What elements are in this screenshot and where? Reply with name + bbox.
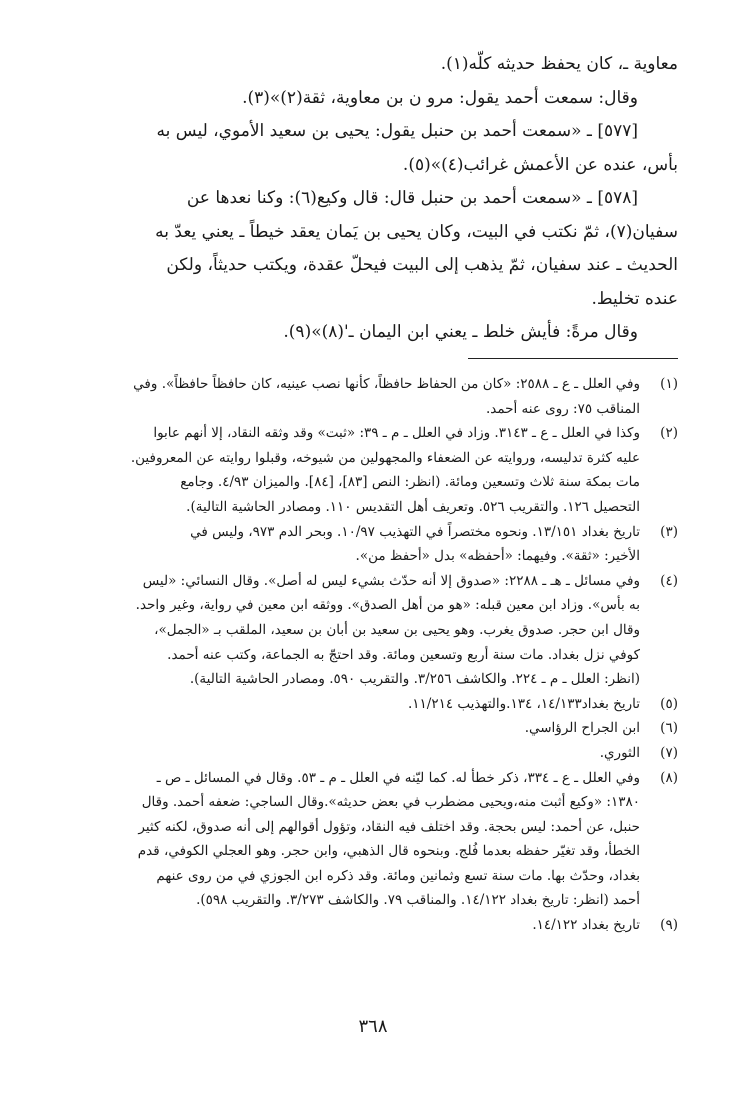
footnote (68, 692, 678, 717)
footnote (68, 569, 678, 692)
main-line: سفيان(٧)، ثمّ نكتب في البيت، وكان يحيى بن يَمان يعقد خيطاً ـ يعني يعدّ به (155, 221, 678, 242)
footnote-line: بغداد، وحدّث بها. مات سنة تسع وثمانين ومائة. وقد ذكره ابن الجوزي في من روى عنهم (156, 867, 640, 884)
footnote (68, 421, 678, 519)
footnote-separator (468, 358, 678, 359)
footnote (68, 520, 678, 569)
footnote-line: ابن الجراح الرؤاسي. (524, 720, 640, 737)
footnote-line: (انظر: العلل ـ م ـ ٢٢٤. والكاشف ٣/٢٥٦. والتقريب ٥٩٠. ومصادر الحاشية التالية). (189, 671, 640, 688)
footnote-number: (٦) (660, 720, 678, 737)
footnote-number: (٨) (660, 769, 678, 786)
footnote-line: وفي العلل ـ ع ـ ٣٣٤، ذكر خطأ له. كما ليّنه في العلل ـ م ـ ٥٣. وقال في المسائل ـ ص ـ (156, 769, 640, 786)
footnote (68, 766, 678, 914)
footnote-line: وفي العلل ـ ع ـ ٢٥٨٨: «كان من الحفاظ حافظاً، كأنها نصب عينيه، كان حافظاً حافظاً». وفي (133, 376, 640, 392)
footnote-line: وكذا في العلل ـ ع ـ ٣١٤٣. وزاد في العلل ـ م ـ ٣٩: «ثبت» وقد وثقه النقاد، إلا أنهم عابوا (153, 425, 640, 442)
footnote-line: أحمد (انظر: تاريخ بغداد ١٤/١٢٢. والمناقب ٧٩. والكاشف ٣/٢٧٣. والتقريب ٥٩٨). (196, 892, 640, 909)
footnote (68, 741, 678, 766)
main-line: عنده تخليط. (591, 288, 678, 309)
main-line: وقال مرةً: فأيش خلط ـ يعني ابن اليمان ـ'(٨)»(٩). (283, 322, 638, 342)
footnote-number: (١) (660, 376, 678, 392)
footnote-number: (٩) (660, 917, 678, 934)
footnote-line: التحصيل ١٢٦. والتقريب ٥٢٦. وتعريف أهل التقديس ١١٠. ومصادر الحاشية التالية). (186, 498, 640, 515)
main-line: [٥٧٧] ـ «سمعت أحمد بن حنبل يقول: يحيى بن سعيد الأموي، ليس به (156, 121, 638, 141)
footnote (68, 716, 678, 741)
footnote-line: المناقب ٧٥: روى عنه أحمد. (485, 400, 640, 417)
footnote (68, 913, 678, 938)
main-line: معاوية ـ، كان يحفظ حديثه كلّه(١). (440, 54, 678, 74)
footnote-number: (٧) (660, 744, 678, 761)
footnote-number: (٤) (660, 572, 678, 589)
footnote (68, 372, 678, 421)
main-line: [٥٧٨] ـ «سمعت أحمد بن حنبل قال: قال وكيع(٦): وكنا نعدها عن (186, 188, 638, 208)
footnotes (68, 372, 678, 938)
footnote-line: الأخير: «ثقة». وفيهما: «أحفظه» بدل «أحفظ من». (355, 548, 640, 565)
footnote-line: تاريخ بغداد١٤/١٣٣، ١٣٤.والتهذيب ١١/٢١٤. (408, 695, 640, 712)
footnote-line: وفي مسائل ـ هـ ـ ٢٢٨٨: «صدوق إلا أنه حدّث بشيء ليس له أصل». وقال النسائي: «ليس (142, 572, 640, 589)
main-line: بأس، عنده عن الأعمش غرائب(٤)»(٥). (402, 154, 678, 175)
footnote-line: الثوري. (599, 744, 640, 761)
footnote-line: وقال ابن حجر. صدوق يغرب. وهو يحيى بن سعيد بن أبان بن سعيد، الملقب بـ «الجمل»، (154, 621, 640, 638)
footnote-line: تاريخ بغداد ١٤/١٢٢. (532, 917, 640, 934)
footnote-number: (٣) (660, 523, 678, 540)
footnote-line: كوفي نزل بغداد. مات سنة أربع وتسعين ومائة. وقد احتجّ به الجماعة، وكتب عنه أحمد. (167, 646, 640, 663)
footnote-line: حنبل، عن أحمد: ليس بحجة. وقد اختلف فيه النقاد، وتؤول أقوالهم إلى أنه صدوق، لكنه كثير (138, 818, 640, 835)
footnote-line: به بأس». وزاد ابن معين قبله: «هو من أهل الصدق». ووثقه ابن معين في رواية، وغير واحد. (135, 597, 640, 614)
main-line: وقال: سمعت أحمد يقول: مرو ن بن معاوية، ثقة(٢)»(٣). (242, 87, 638, 108)
main-line: الحديث ـ عند سفيان، ثمّ يذهب إلى البيت فيحلّ عقدة، ويكتب حديثاً، ولكن (166, 255, 678, 275)
main-text (78, 48, 678, 350)
footnote-number: (٥) (660, 695, 678, 712)
footnote-line: تاريخ بغداد ١٣/١٥١. ونحوه مختصراً في التهذيب ١٠/٩٧. وبحر الدم ٩٧٣، وليس في (190, 523, 640, 540)
footnote-line: الخطأ، وقد تغيّر حفظه بعدما فُلج. وبنحوه قال الذهبي، وابن حجر. وهو العجلي الكوفي، قدم (137, 843, 640, 860)
footnote-line: عليه كثرة تدليسه، وروايته عن الضعفاء والمجهولين من شيوخه، وقبلوا روايته عن المعروفين. (130, 449, 640, 466)
page-number: ٣٦٨ (358, 1016, 388, 1037)
footnote-line: ١٣٨٠: «وكيع أثبت منه،ويحيى مضطرب في بعض حديثه».وقال الساجي: ضعفه أحمد. وقال (141, 794, 640, 811)
footnote-line: مات بمكة سنة ثلاث وتسعين ومائة. (انظر: النص [٨٣]، [٨٤]. والميزان ٤/٩٣. وجامع (180, 474, 640, 491)
footnote-number: (٢) (660, 425, 678, 442)
